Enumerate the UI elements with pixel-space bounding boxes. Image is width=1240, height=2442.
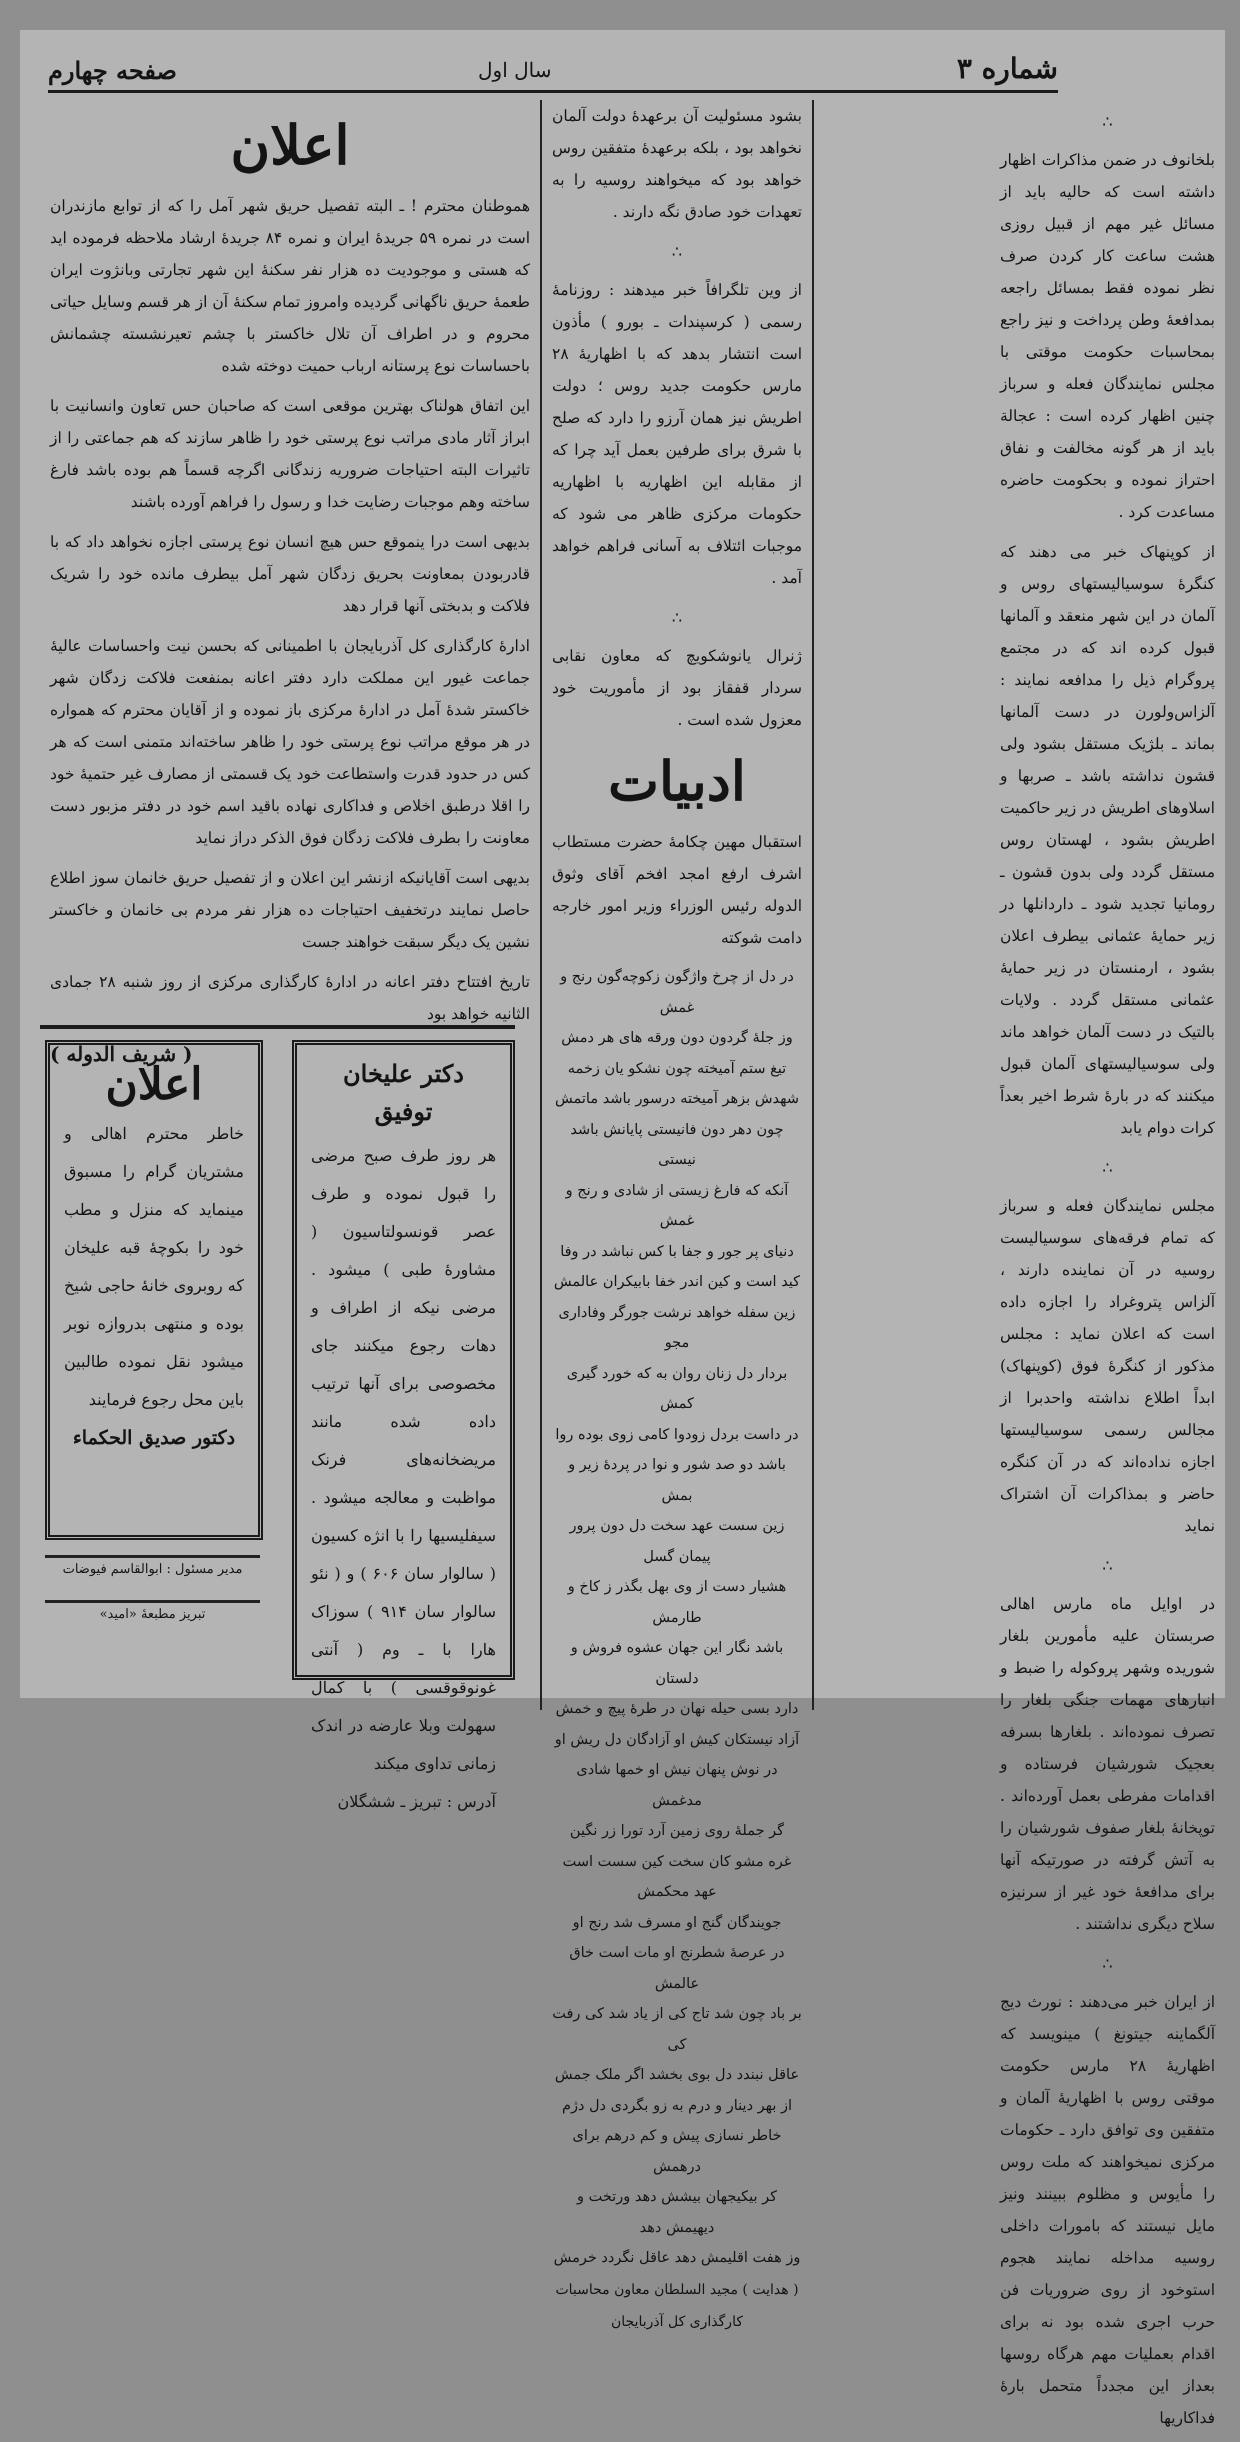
announcement-signature: ( شریف الدوله ) xyxy=(50,1042,193,1066)
poem-line: در نوش پنهان نیش او خمها شادی مدغمش xyxy=(576,1762,778,1809)
article-text: از کوپنهاک خبر می دهند که کنگرهٔ سوسیالیستهای روس و آلمان در این شهر منعقد و آلمانها قبول کرده اند که در مجتمع پروگرام ذیل را مدافعه نمایند : آلزاس‌ولورن در دست آلمانها بماند ـ بلژیک مستقل بشود ولی قشون نداشته باشد ـ صربها و اسلاوهای اطریش در زیر حاکمیت اطریش بشود ، لهستان روس مستقل گردد ولی بدون قشون ـ رومانیا تجدید شود ـ داردانلها در زیر حمایهٔ عثمانی بیطرف اعلان بشود ، ارمنستان در زیر حمایهٔ عثمانی مستقل گردد . ولایات بالتیک در دست آلمان خواهد ماند ولی سوسیالیستهای آلمان قبول میکنند که در بارهٔ شرط اخیر بعداً کرات دوام یابد xyxy=(1000,543,1215,1137)
editor-line: مدیر مسئول : ابوالقاسم فیوضات xyxy=(45,1555,260,1577)
doctor-advert-title: دکتر علیخان توفیق xyxy=(343,1059,464,1126)
article-text: بلخانوف در ضمن مذاکرات اظهار داشته است که حالیه باید از مسائل غیر مهم از قبیل روزی هشت ساعت کار کردن صرف نظر نموده فقط بمسائل راجعه بمدافعهٔ وطن پرداخت و نیز راجع بمحاسبات حکومت موقتی با مجلس نمایندگان فعله و سرباز چنین اظهار کرده است : عجالة باید از هر گونه مخالفت و نفاق احتراز نموده و بحکومت حاضره مساعدت کرد . xyxy=(1000,151,1215,521)
separator: ∴ xyxy=(1102,1556,1113,1575)
left-column xyxy=(50,100,530,1070)
article-text: از وین تلگرافاً خبر میدهند : روزنامهٔ رسمی ( کرسپندات ـ بورو ) مأذون است انتشار بدهد که با اظهاریهٔ ۲۸ مارس حکومت جدید روس ؛ دولت اطریش نیز همان آرزو را دارد که صلح با شرق برای طرفین بعمل آید چرا که از مقابله این اظهاریه با اظهاریه حکومات مرکزی ظاهر می شود که موجبات ائتلاف به آسانی فراهم خواهد آمد . xyxy=(552,281,802,587)
announcement-text: ادارهٔ کارگذاری کل آذربایجان با اطمینانی که بحسن نیت واحساسات عالیهٔ جماعت غیور این مملکت دارد دفتر اعانه بمنفعت فلاکت زدگان شهر خاکستر شدهٔ آمل در ادارهٔ مرکزی باز نموده و از آقایان محترم که همواره در هر موقع مراتب نوع پرستی خود را ظاهر ساخته‌اند متمنی است که هر کس در حدود قدرت واستطاعت خود یک قسمتی از مصارف غیر حتمیهٔ خود را اقلا درطبق اخلاص و فداکاری نهاده باقید اسم خود در دفتر مزبور دست معاونت را بطرف فلاکت زدگان فوق الذکر دراز نماید xyxy=(50,637,530,847)
poem-line: کید است و کین اندر خفا بابیکران عالمش xyxy=(553,1274,801,1290)
poem-line: بر باد چون شد تاج کی از یاد شد کی رفت کی xyxy=(552,2006,802,2053)
page-header xyxy=(48,52,1058,93)
year-label: سال اول xyxy=(478,58,552,82)
poem-line: در دل از چرخ واژگون زکوچه‌گون رنج و غمش xyxy=(560,969,794,1016)
issue-number: شماره ۳ xyxy=(956,52,1058,85)
article-text: بشود مسئولیت آن برعهدهٔ دولت آلمان نخواهد بود ، بلکه برعهدهٔ متفقین روس خواهد بود که میخواهند روسیه را به تعهدات خود صادق نگه دارند . xyxy=(552,107,802,221)
poem-line: دارد بسی حیله نهان در طرهٔ پیچ و خمش xyxy=(555,1701,799,1717)
poem-line: وز هفت اقلیمش دهد عاقل نگردد خرمش xyxy=(553,2250,801,2266)
poem-line: خاطر نسازی پیش و کم درهم برای درهمش xyxy=(572,2128,782,2175)
poem-line: زین سفله خواهد نرشت جورگر وفاداری مجو xyxy=(558,1304,796,1351)
middle-column xyxy=(540,100,814,2330)
separator: ∴ xyxy=(1102,1158,1113,1177)
poem-line: از بهر دینار و درم به زو بگردی دل دژم xyxy=(561,2097,793,2114)
section-title-literature: ادبیات xyxy=(608,749,746,813)
separator: ∴ xyxy=(1102,112,1113,131)
article-text: مجلس نمایندگان فعله و سرباز که تمام فرقه‌های سوسیالیست روسیه در آن نماینده دارند ، آلزاس پتروغراد را اجازه داده است که اعلان نماید : مجلس مذکور از کنگرهٔ فوق (کوپنهاک) ابداً اطلاع نداشته واحدبرا از مجالس رسمی سوسیالیستها اجازه نداده‌اند که در آن کنگره حاضر و بمذاکرات آن اشتراک نماید xyxy=(1000,1197,1215,1535)
announcement-box xyxy=(45,1040,263,1540)
press-line: تبریز مطبعهٔ «امید» xyxy=(45,1600,260,1622)
poem-line: جویندگان گنج او مسرف شد رنج او xyxy=(572,1914,782,1931)
poem-line: باشد نگار این جهان عشوه فروش و دلستان xyxy=(570,1640,784,1687)
section-divider xyxy=(40,1025,515,1029)
poem-line: عاقل نبندد دل بوی بخشد اگر ملک جمش xyxy=(554,2067,800,2083)
poem-line: وز جلهٔ گردون دون ورقه های هر دمش xyxy=(561,1030,793,1046)
announcement-text: بدیهی است درا ینموقع حس هیچ انسان نوع پرستی اجازه نخواهد داد که با قادربودن بمعاونت بحریق زدگان شهر آمل بیطرف مانده خود را شریک فلاکت و بدبختی آنها قرار دهد xyxy=(50,533,530,615)
poem-line: گر جملهٔ روی زمین آرد تورا زر نگین xyxy=(569,1823,785,1839)
poem-line: آزاد نیستکان کیش او آزادگان دل ریش او xyxy=(554,1731,800,1748)
poem-line: زین سست عهد سخت دل دون پرور پیمان گسل xyxy=(569,1518,785,1565)
announcement-text: بدیهی است آقایانیکه ازنشر این اعلان و از تفصیل حریق خانمان سوز اطلاع حاصل نمایند درتخفیف احتیاجات ده هزار نفر مردم بی خانمان و خاکستر نشین یک دیگر سبقت خواهند جست xyxy=(50,869,530,951)
right-column xyxy=(1000,100,1215,2442)
poem-intro: استقبال مهین چکامهٔ حضرت مستطاب اشرف ارفع امجد افخم آقای وثوق الدوله رئیس الوزراء وزیر امور خارجه دامت شوکته xyxy=(552,833,802,947)
page-label: صفحه چهارم xyxy=(48,56,177,85)
article-text: از ایران خبر می‌دهند : نورث دیج آلگماینه جیتونغ ) مینویسد که اظهاریهٔ ۲۸ مارس حکومت موقتی روس با اظهاریهٔ آلمان و متفقین وی توافق دارد ـ حکومات مرکزی نمیخواهند که ملت روس را مأیوس و مظلوم ببینند ونیز مایل نیستند که بامورات داخلی روسیه مداخله نمایند هجوم استوخود از روی ضروریات فن حرب اجری شده بود نه برای اقدام بعملیات مهم هرگاه روسها بعداز این مجدداً متحمل بارهٔ فداکاریها xyxy=(1000,1993,1215,2427)
doctor-advert-address: آدرس : تبریز ـ ششگلان xyxy=(337,1792,496,1811)
poem-signature-office: کارگذاری کل آذربایجان xyxy=(610,2313,743,2330)
poem-line: غره مشو کان سخت کین سست است عهد محکمش xyxy=(562,1853,792,1900)
poem-line: آنکه که فارغ زیستی از شادی و رنج و غمش xyxy=(565,1182,789,1229)
doctor-advert-text: هر روز طرف صبح مرضی را قبول نموده و طرف عصر قونسولتاسیون ( مشاورهٔ طبی ) میشود . مرضی نیکه از اطراف و دهات رجوع میکنند جای مخصوصی برای آنها ترتیب داده شده مانند مریضخانه‌های فرنک مواظبت و معالجه میشود . سیفلیسیها را با انژه کسیون ( سالوار سان ۶۰۶ ) و ( نئو سالوار سان ۹۱۴ ) سوزاک هارا با ـ وم ( آنتی غونوقوقسی ) با کمال سهولت وبلا عارضه در اندک زمانی تداوی میکند xyxy=(311,1146,497,1773)
poem-line: در عرصهٔ شطرنج او مات است خاق عالمش xyxy=(569,1945,785,1992)
poem-line: کر بیکیجهان بیشش دهد ورتخت و دیهیمش دهد xyxy=(576,2189,778,2236)
announcement-text: این اتفاق هولناک بهترین موقعی است که صاحبان حس تعاون وانسانیت با ابراز آثار مادی مراتب نوع پرستی خود را ظاهر سازند که هم جماعتی را از تاثیرات البته احتیاجات ضروریه زندگانی اگرچه قسماً هم بوده باشد فارغ ساخته وهم موجبات رضایت خدا و رسول را فراهم آورده باشند xyxy=(50,397,530,511)
doctor-advert-box xyxy=(292,1040,515,1811)
announcement-box-text: خاطر محترم اهالی و مشتریان گرام را مسبوق مینماید که منزل و مطب خود را بکوچهٔ قبه علیخان که روبروی خانهٔ حاجی شیخ بوده و منتهی بدروازه نوبر میشود نقل نموده طالبین باین محل رجوع فرمایند xyxy=(64,1124,244,1409)
poem-line: تیغ ستم آمیخته چون نشکو یان زخمه xyxy=(567,1060,787,1077)
poem-line: چون دهر دون فانیستی پایانش باشد نیستی xyxy=(570,1121,784,1168)
poem-signature: ( هدایت ) مجید السلطان معاون محاسبات xyxy=(555,2281,799,2298)
poem-line: دنیای پر جور و جفا با کس نباشد در وفا xyxy=(560,1243,794,1260)
announcement-date: تاریخ افتتاح دفتر اعانه در ادارهٔ کارگذاری مرکزی از روز شنبه ۲۸ جمادی الثانیه خواهد بود xyxy=(50,973,530,1023)
newspaper-page xyxy=(20,30,1225,2427)
separator: ∴ xyxy=(671,242,683,261)
poem-line: هشیار دست از وی بهل بگذر ز کاخ و طارمش xyxy=(567,1579,787,1626)
poem-line: در داست بردل زودوا کامی زوی بوده روا xyxy=(555,1426,799,1443)
article-text: در اوایل ماه مارس اهالی صربستان علیه مأمورین بلغار شوریده وشهر پروکوله را ضبط و انبارهای مهمات جنگی بلغار را تصرف نموده‌اند . بلغارها بسرفه بعجیک شورشیان فرستاده و اقدامات مفرطی بعمل آورده‌اند . توپخانهٔ بلغار صفوف شورشیان را به آتش گرفته در صورتیکه آنها برای مدافعهٔ خود غیر از سرنیزه سلاح دیگری نداشتند . xyxy=(1000,1595,1215,1933)
announcement-box-signature: دکتور صدیق الحکماء xyxy=(72,1427,236,1449)
separator: ∴ xyxy=(1102,1954,1113,1973)
article-text: ژنرال یانوشکویچ که معاون نقابی سردار قفقاز بود از مأموریت خود معزول شده است . xyxy=(552,647,802,729)
poem xyxy=(552,962,802,2274)
poem-line: بردار دل زنان روان به که خورد گیری کمش xyxy=(566,1365,788,1412)
separator: ∴ xyxy=(671,608,683,627)
announcement-box-title: اعلان xyxy=(105,1059,203,1110)
poem-line: شهدش بزهر آمیخته درسور باشد ماتمش xyxy=(555,1091,799,1107)
announcement-text: هموطنان محترم ! ـ البته تفصیل حریق شهر آمل را که از توابع مازندران است در نمره ۵۹ جریدهٔ ایران و نمره ۸۴ جریدهٔ ارشاد ملاحظه فرموده اید که هستی و موجودیت ده هزار نفر سکنهٔ این شهر تجارتی وبانژوت ایران طعمهٔ حریق ناگهانی گردیده وامروز تمام سکنهٔ آن از هر قسم وسایل حیاتی محروم و در اطراف آن تلال خاکستر با چشم تعیرنشسته چشمانش باحساسات نوع پرستانه ارباب حمیت دوخته شده xyxy=(50,197,530,375)
poem-line: باشد دو صد شور و نوا در پردهٔ زیر و بمش xyxy=(568,1457,786,1504)
announcement-title: اعلان xyxy=(230,113,350,177)
